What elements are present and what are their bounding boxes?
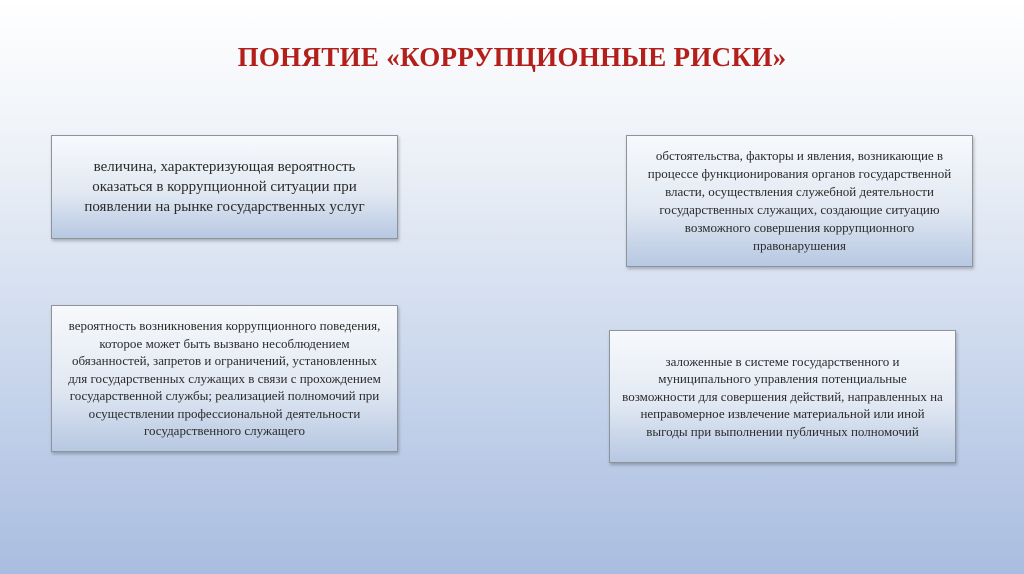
definition-box-1 [51, 135, 398, 239]
definition-box-4 [609, 330, 956, 463]
definition-text-2: обстоятельства, факторы и явления, возникающие в процессе функционирования органов государственной власти, осуществления служебной деятельности государственных служащих, создающие ситуацию возможного совершения коррупционного правонарушения [647, 148, 952, 253]
definition-text-3: вероятность возникновения коррупционного поведения, которое может быть вызвано несоблюдением обязанностей, запретов и ограничений, установленных для государственных служащих в связи с прохождением государственной службы; реализацией полномочий при осуществлении профессиональной деятельности государственного служащего [68, 318, 381, 439]
slide-title: ПОНЯТИЕ «КОРРУПЦИОННЫЕ РИСКИ» [237, 42, 787, 72]
definition-text-1: величина, характеризующая вероятность оказаться в коррупционной ситуации при появлении на рынке государственных услуг [84, 159, 365, 215]
definition-box-3 [51, 305, 398, 452]
definition-box-2 [626, 135, 973, 267]
definition-text-4: заложенные в системе государственного и муниципального управления потенциальные возможности для совершения действий, направленных на неправомерное извлечение материальной или иной выгоды при выполнении публичных полномочий [622, 353, 943, 439]
